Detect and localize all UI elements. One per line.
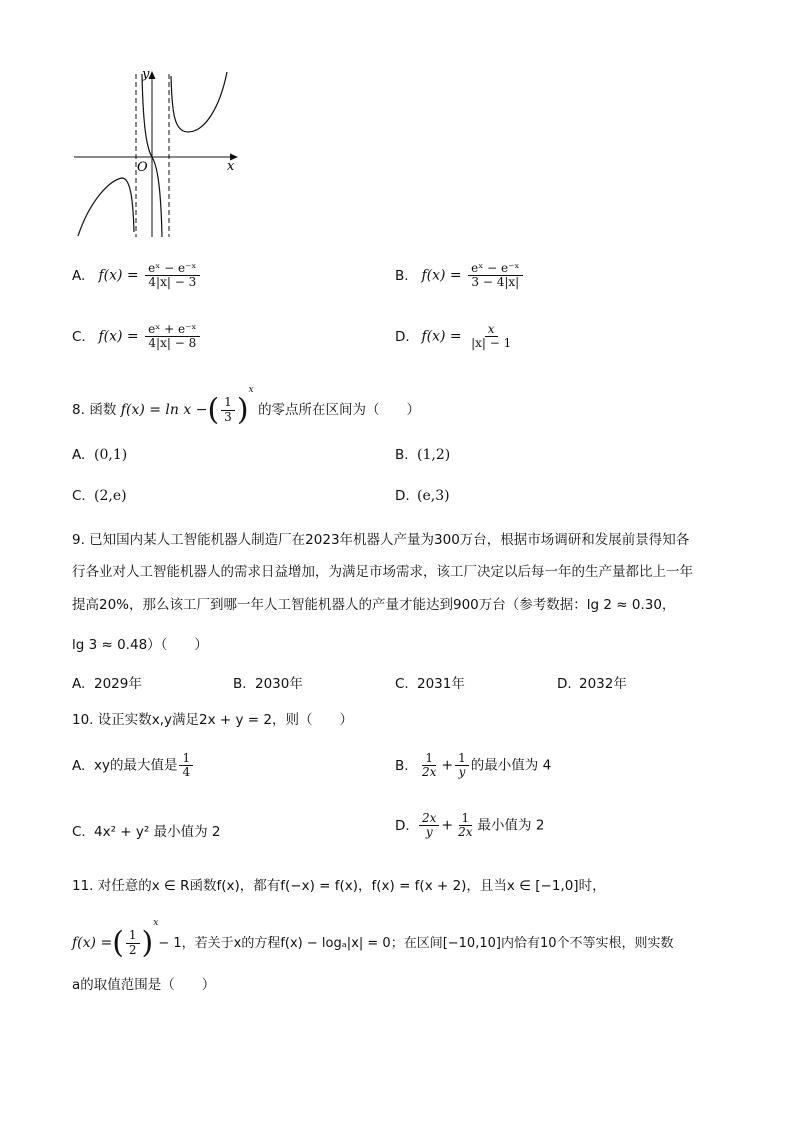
q10-option-c: C. 4x² + y² 最小值为 2 [72,824,221,840]
q8-option-c: C. (2,e) [72,488,127,504]
x-axis-label: x [227,159,235,174]
q8-option-a: A. (0,1) [72,447,128,463]
q9-line-3: 提高20%，那么该工厂到哪一年人工智能机器人的产量才能达到900万台（参考数据：lg 2 ≈ 0.30， [72,597,676,613]
q9-line-2: 行各业对人工智能机器人的需求日益增加，为满足市场需求，该工厂决定以后每一年的生产量都比上一年 [72,564,693,580]
q7-option-a: A. f(x) = $\frac{\text{eˣ − e⁻ˣ}}{4|x| - 3}$ [72,262,202,289]
q7-option-c: C. f(x) = $\frac{\text{eˣ + e⁻ˣ}}{4|x| - 8}$ [72,323,202,350]
q8-option-d: D. (e,3) [395,488,450,504]
q9-option-c: C. 2031年 [395,676,465,692]
q9-option-d: D. 2032年 [557,676,627,692]
q7-option-d: D. f(x) = $\frac{x}{|x| - 1}$ [395,322,512,351]
q9-option-a: A. 2029年 [72,676,142,692]
q10-option-d: D. $\frac{2x}{y}$ + $\frac{1}{2x}$ 最小值为 2 [395,811,545,840]
q10-option-b: B. $\frac{1}{2x}$ + $\frac{1}{y}$ 的最小值为 4 [395,751,552,780]
q9-line-4: lg 3 ≈ 0.48）（ ） [72,637,208,653]
q8-option-b: B. (1,2) [395,447,451,463]
q9-line-1: 9. 已知国内某人工智能机器人制造厂在2023年机器人产量为300万台，根据市场调研和发展前景得知各 [72,532,690,548]
q11-line-2: f(x) =( $\frac{1}{2}$ )$^x$− 1，若关于x的方程f(x) − logₐ|x| = 0；在区间[−10,10]内恰有10个不等实根，则实数 [72,918,674,961]
curve-right-branch [171,72,227,132]
y-axis-label: y [142,67,150,82]
q10-stem: 10. 设正实数x,y满足2x + y = 2，则（ ） [72,712,353,728]
curve-left-branch [78,178,134,236]
q7-option-b: B. f(x) = $\frac{\text{eˣ − e⁻ˣ}}{3 - 4|x|}$ [395,262,525,289]
origin-label: O [137,160,148,175]
q8-stem: 8. 函数 f(x) = ln x −( $\frac{1}{3}$ )$^x$ 的零点所在区间为（ ） [72,385,421,428]
q10-option-a: A. xy的最大值是 $\frac{1}{4}$ [72,752,195,779]
y-axis-arrow [149,71,156,79]
q11-line-3: a的取值范围是（ ） [72,977,216,993]
q9-option-b: B. 2030年 [233,676,303,692]
function-graph [70,62,245,242]
q11-line-1: 11. 对任意的x ∈ R函数f(x)，都有f(−x) = f(x)，f(x) = f(x + 2)，且当x ∈ [−1,0]时， [72,878,606,894]
